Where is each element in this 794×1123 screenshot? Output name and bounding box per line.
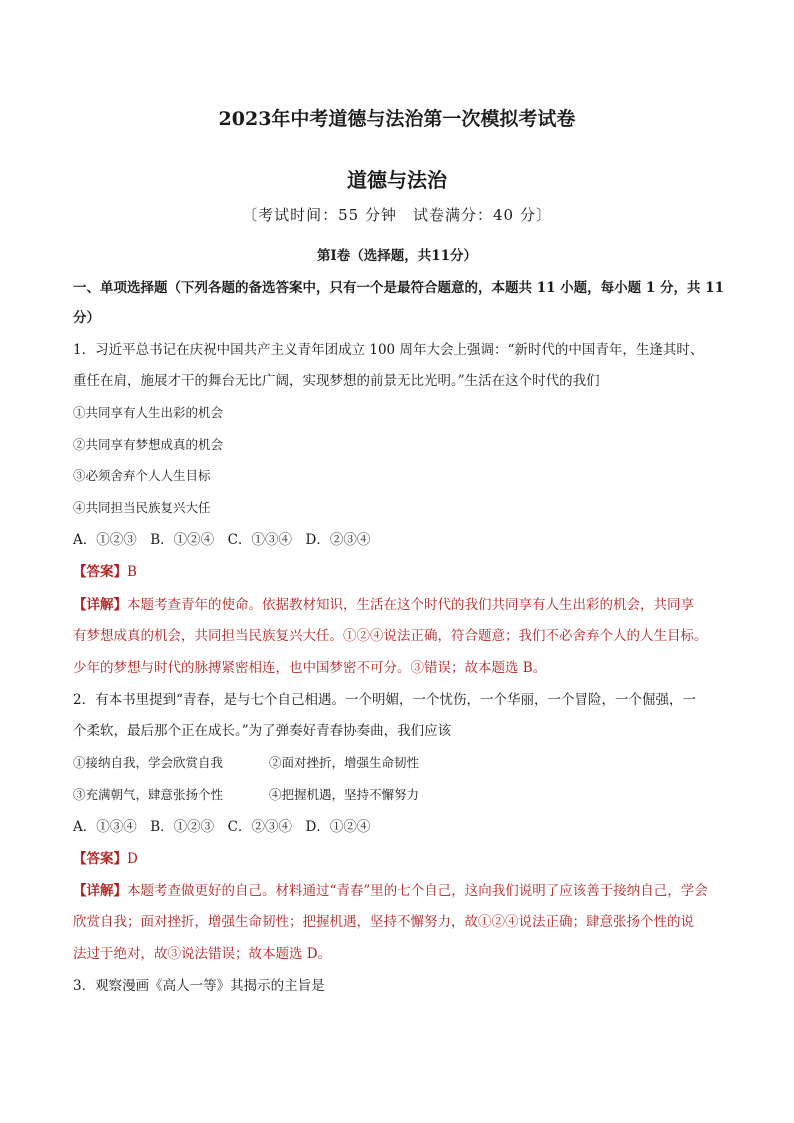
subject-title: 道德与法治	[347, 168, 447, 192]
q2-options-row-1	[73, 754, 419, 772]
q2-option-2: ②面对挫折，增强生命韧性	[269, 755, 420, 770]
answer-label: 【答案】	[73, 851, 127, 867]
q1-detail-line-2: 有梦想成真的机会，共同担当民族复兴大任。①②④说法正确，符合题意；我们不必舍弃个人的人生目标。	[73, 628, 708, 644]
q2-choices: A．①③④ B．①②③ C．②③④ D．①②④	[73, 819, 371, 835]
detail-label: 【详解】	[73, 597, 127, 613]
q1-stem-line-2: 重任在肩，施展才干的舞台无比广阔，实现梦想的前景无比光明。”生活在这个时代的我们	[73, 373, 600, 389]
q1-choices: A．①②③ B．①②④ C．①③④ D．②③④	[73, 532, 371, 548]
instructions-line-1: 一、单项选择题（下列各题的备选答案中，只有一个是最符合题意的，本题共 11 小题，每小题 1 分，共 11	[73, 280, 724, 296]
answer-value: B	[127, 564, 137, 580]
detail-label: 【详解】	[73, 883, 127, 899]
q3-stem-line-1: 3．观察漫画《高人一等》其揭示的主旨是	[73, 978, 325, 994]
q2-option-1: ①接纳自我，学会欣赏自我	[73, 755, 224, 770]
q1-detail-line-3: 少年的梦想与时代的脉搏紧密相连，也中国梦密不可分。③错误；故本题选 B。	[73, 660, 547, 676]
exam-title: 2023年中考道德与法治第一次模拟考试卷	[218, 108, 576, 130]
instructions-line-2: 分）	[73, 310, 100, 326]
exam-info: 〔考试时间：55 分钟 试卷满分：40 分〕	[242, 206, 552, 224]
q2-stem-line-1: 2．有本书里提到“青春，是与七个自己相遇。一个明媚，一个忧伤，一个华丽，一个冒险，一个倔强，一	[73, 692, 696, 708]
q2-answer	[73, 850, 138, 868]
q2-detail-line-1	[73, 882, 708, 900]
q2-option-4: ④把握机遇，坚持不懈努力	[269, 787, 420, 802]
detail-text: 本题考查做更好的自己。材料通过“青春”里的七个自己，这向我们说明了应该善于接纳自己，学会	[127, 883, 708, 899]
q2-options-row-2	[73, 786, 419, 804]
q2-option-3: ③充满朝气，肆意张扬个性	[73, 787, 224, 802]
answer-value: D	[127, 851, 138, 867]
q2-detail-line-3: 法过于绝对，故③说法错误；故本题选 D。	[73, 946, 332, 962]
q1-option-3: ③必须舍弃个人人生目标	[73, 468, 211, 483]
q2-detail-line-2: 欣赏自我；面对挫折，增强生命韧性；把握机遇，坚持不懈努力，故①②④说法正确；肆意张扬个性的说	[73, 914, 694, 930]
q1-answer	[73, 563, 137, 581]
q2-stem-line-2: 个柔软，最后那个正在成长。”为了弹奏好青春协奏曲，我们应该	[73, 723, 452, 739]
detail-text: 本题考查青年的使命。依据教材知识，生活在这个时代的我们共同享有人生出彩的机会，共同享	[127, 597, 694, 613]
q1-detail-line-1	[73, 596, 694, 614]
answer-label: 【答案】	[73, 564, 127, 580]
q1-stem-line-1: 1．习近平总书记在庆祝中国共产主义青年团成立 100 周年大会上强调：“新时代的中国青年，生逢其时、	[73, 342, 704, 358]
section-title: 第Ⅰ卷（选择题，共11分）	[316, 248, 478, 264]
q1-option-1: ①共同享有人生出彩的机会	[73, 405, 224, 420]
q1-option-4: ④共同担当民族复兴大任	[73, 500, 211, 515]
q1-option-2: ②共同享有梦想成真的机会	[73, 437, 224, 452]
